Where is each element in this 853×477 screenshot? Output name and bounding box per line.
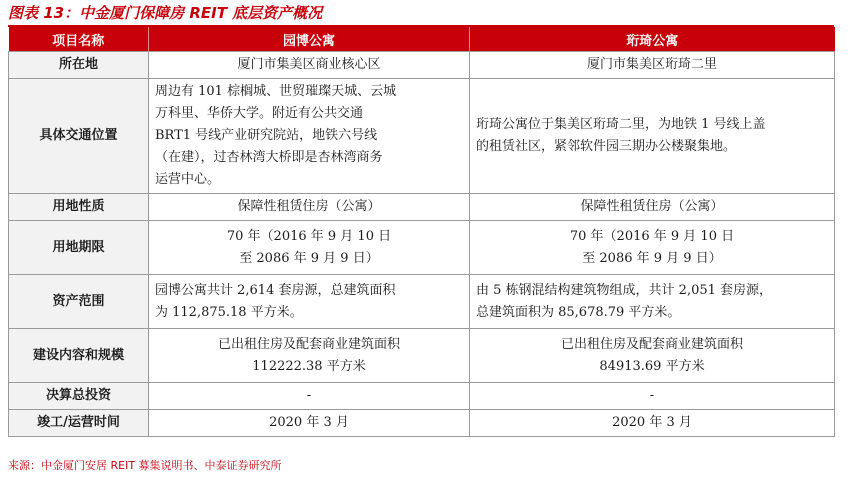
cell-line: （在建），过杏林湾大桥即是杏林湾商务 bbox=[155, 150, 383, 165]
table-row bbox=[9, 52, 835, 79]
cell-yuanbo bbox=[149, 194, 470, 221]
cell-hengqi bbox=[470, 383, 835, 410]
cell-line: 总建筑面积为 85,678.79 平方米。 bbox=[476, 304, 681, 320]
row-label: 竣工/运营时间 bbox=[9, 410, 149, 437]
cell-line: 112222.38 平方米 bbox=[252, 358, 366, 374]
header-yuanbo: 园博公寓 bbox=[149, 27, 470, 52]
row-label: 决算总投资 bbox=[9, 383, 149, 410]
cell-yuanbo bbox=[149, 383, 470, 410]
row-label: 用地期限 bbox=[9, 221, 149, 275]
table-row bbox=[9, 79, 835, 194]
cell-yuanbo bbox=[149, 79, 470, 194]
cell-hengqi bbox=[470, 194, 835, 221]
cell-yuanbo bbox=[149, 221, 470, 275]
cell-line: 由 5 栋钢混结构建筑物组成，共计 2,051 套房源， bbox=[476, 282, 773, 298]
cell-yuanbo bbox=[149, 410, 470, 437]
cell-line: 2020 年 3 月 bbox=[612, 415, 692, 430]
header-project-name: 项目名称 bbox=[9, 27, 149, 52]
table-row bbox=[9, 275, 835, 329]
cell-line: 保障性租赁住房（公寓） bbox=[580, 199, 724, 214]
cell-line: 至 2086 年 9 月 9 日） bbox=[239, 250, 379, 266]
cell-line: 70 年（2016 年 9 月 10 日 bbox=[226, 228, 392, 244]
cell-hengqi bbox=[470, 329, 835, 383]
cell-line: 万科里、华侨大学。附近有公共交通 bbox=[155, 106, 364, 121]
cell-line: - bbox=[649, 388, 655, 403]
row-label: 所在地 bbox=[9, 52, 149, 79]
cell-hengqi bbox=[470, 79, 835, 194]
cell-line: 70 年（2016 年 9 月 10 日 bbox=[569, 228, 735, 244]
row-label: 具体交通位置 bbox=[9, 79, 149, 194]
cell-yuanbo bbox=[149, 329, 470, 383]
asset-overview-table bbox=[8, 27, 835, 437]
table-row bbox=[9, 410, 835, 437]
cell-line: 园博公寓共计 2,614 套房源，总建筑面积 bbox=[155, 282, 396, 298]
cell-line: 厦门市集美区商业核心区 bbox=[237, 57, 381, 72]
cell-line: 已出租住房及配套商业建筑面积 bbox=[560, 336, 743, 352]
cell-line: 保障性租赁住房（公寓） bbox=[237, 199, 381, 214]
row-label: 资产范围 bbox=[9, 275, 149, 329]
cell-hengqi bbox=[470, 52, 835, 79]
cell-line: 至 2086 年 9 月 9 日） bbox=[582, 250, 722, 266]
table-row bbox=[9, 221, 835, 275]
row-label: 建设内容和规模 bbox=[9, 329, 149, 383]
cell-line: 厦门市集美区珩琦二里 bbox=[586, 57, 717, 72]
table-row bbox=[9, 194, 835, 221]
figure-title: 图表 13：中金厦门保障房 REIT 底层资产概况 bbox=[8, 4, 323, 22]
cell-hengqi bbox=[470, 275, 835, 329]
cell-line: 84913.69 平方米 bbox=[599, 358, 705, 374]
cell-line: 运营中心。 bbox=[155, 172, 221, 187]
cell-hengqi bbox=[470, 221, 835, 275]
header-hengqi: 珩琦公寓 bbox=[470, 27, 835, 52]
cell-line: 珩琦公寓位于集美区珩琦二里，为地铁 1 号线上盖 bbox=[476, 117, 766, 132]
row-label: 用地性质 bbox=[9, 194, 149, 221]
cell-line: 的租赁社区，紧邻软件园三期办公楼聚集地。 bbox=[476, 139, 737, 154]
cell-line: 为 112,875.18 平方米。 bbox=[155, 304, 303, 320]
table-row bbox=[9, 383, 835, 410]
cell-hengqi bbox=[470, 410, 835, 437]
cell-yuanbo bbox=[149, 52, 470, 79]
cell-line: 周边有 101 棕榈城、世贸璀璨天城、云城 bbox=[155, 84, 397, 99]
cell-line: 2020 年 3 月 bbox=[269, 415, 349, 430]
table-row bbox=[9, 329, 835, 383]
cell-line: BRT1 号线产业研究院站，地铁六号线 bbox=[155, 128, 378, 143]
cell-yuanbo bbox=[149, 275, 470, 329]
table-header-row bbox=[9, 27, 835, 52]
source-note: 来源：中金厦门安居 REIT 募集说明书、中泰证券研究所 bbox=[8, 459, 282, 472]
cell-line: - bbox=[306, 388, 312, 403]
cell-line: 已出租住房及配套商业建筑面积 bbox=[217, 336, 400, 352]
